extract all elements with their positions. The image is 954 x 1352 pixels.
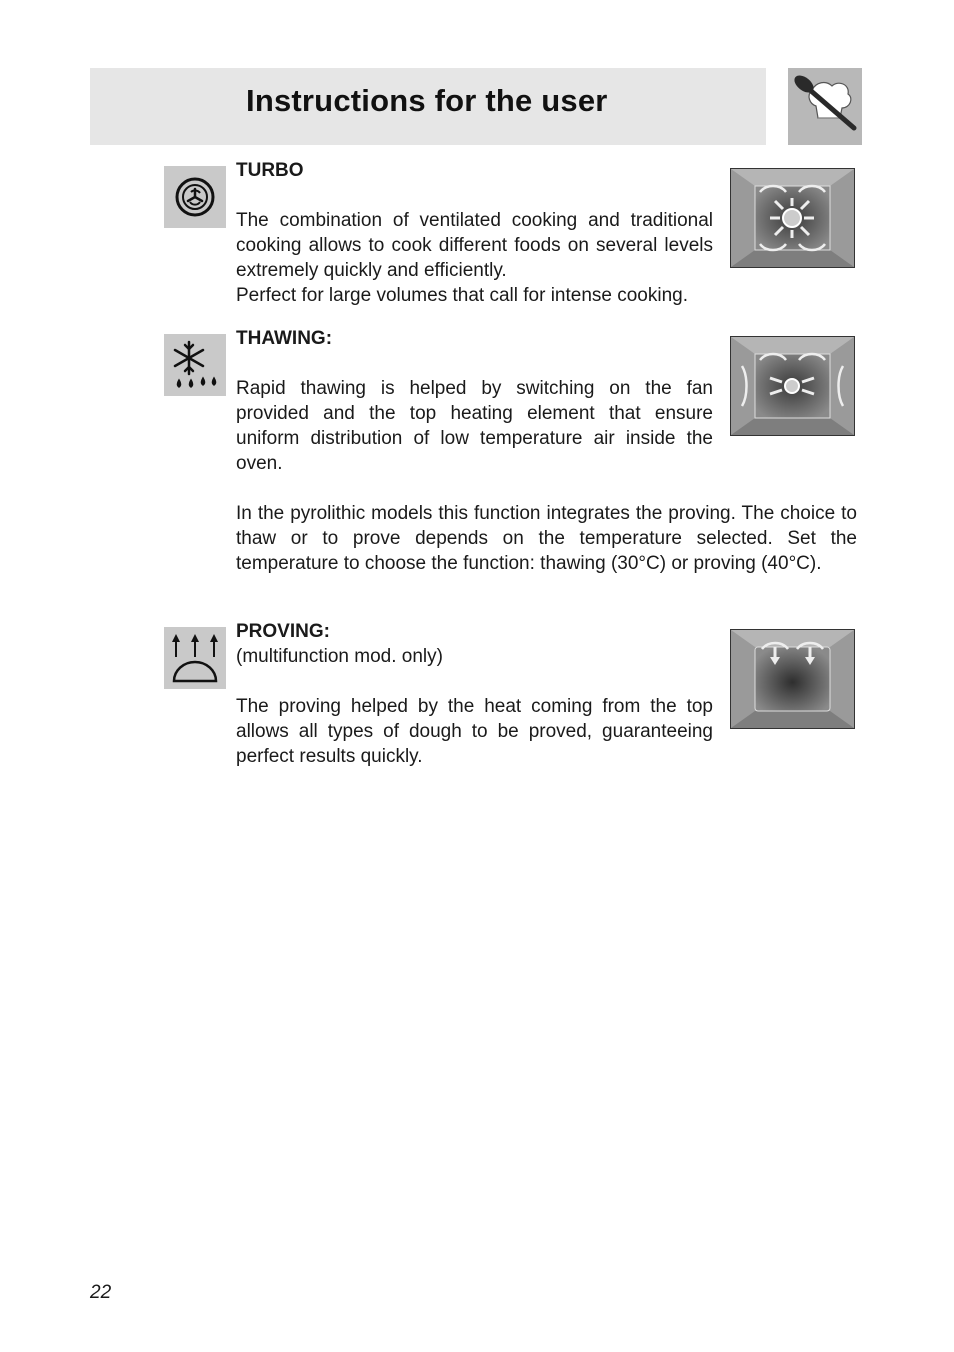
section-title-turbo: TURBO xyxy=(236,160,304,181)
proving-description: The proving helped by the heat coming from the top allows all types of dough to be proved, guaranteeing perfect results quickly. xyxy=(236,696,713,767)
chef-spoon-logo-icon xyxy=(788,68,862,145)
section-title-thawing: THAWING: xyxy=(236,328,333,349)
thawing-description: Rapid thawing is helped by switching on the fan provided and the top heating element that ensure uniform distribution of low temperature air inside the oven. xyxy=(236,378,713,474)
proving-subtitle: (multifunction mod. only) xyxy=(236,646,443,667)
thawing-snowflake-icon xyxy=(164,334,226,396)
header-bar xyxy=(90,68,766,145)
page-number: 22 xyxy=(90,1282,112,1303)
turbo-fan-icon xyxy=(164,166,226,228)
turbo-oven-diagram xyxy=(730,168,855,268)
section-title-proving: PROVING: xyxy=(236,621,330,642)
proving-dome-icon xyxy=(164,627,226,689)
turbo-note: Perfect for large volumes that call for intense cooking. xyxy=(236,285,689,306)
turbo-description: The combination of ventilated cooking and traditional cooking allows to cook different foods on several levels extremely quickly and efficiently. xyxy=(236,210,713,281)
thawing-pyrolitic-note: In the pyrolithic models this function integrates the proving. The choice to thaw or to prove depends on the temperature selected. Set the temperature to choose the function: thawing (30°C) or proving (40°C). xyxy=(236,503,857,574)
thawing-oven-diagram xyxy=(730,336,855,436)
page-title: Instructions for the user xyxy=(246,83,608,118)
proving-oven-diagram xyxy=(730,629,855,729)
